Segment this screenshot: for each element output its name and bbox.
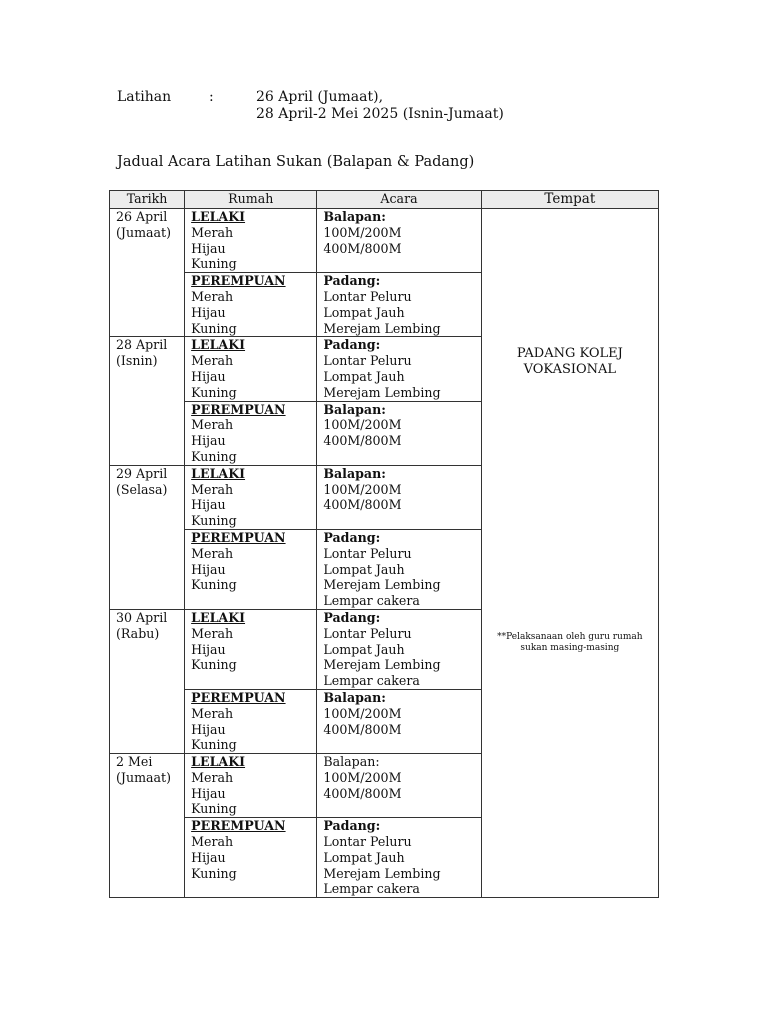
event-type: Balapan:: [323, 465, 386, 481]
event-cell: [317, 273, 481, 337]
house-name: Hijau: [191, 240, 226, 256]
header-rumah: Rumah: [185, 191, 317, 209]
house-name: Hijau: [191, 368, 226, 384]
event-item: Lontar Peluru: [323, 288, 412, 304]
group-name: LELAKI: [191, 337, 246, 353]
house-name: Hijau: [191, 433, 226, 449]
house-name: Kuning: [191, 801, 237, 817]
header-tarikh: Tarikh: [110, 191, 185, 209]
house-name: Hijau: [191, 561, 226, 577]
house-name: Merah: [191, 353, 234, 369]
event-cell: [317, 465, 481, 529]
event-item: 400M/800M: [323, 433, 402, 449]
house-name: Hijau: [191, 304, 226, 320]
event-type: Balapan:: [323, 401, 386, 417]
date-text: 26 April: [116, 209, 168, 224]
event-item: Lempar cakera: [323, 673, 420, 689]
house-name: Merah: [191, 625, 234, 641]
date-cell: [110, 754, 185, 898]
schedule-title: Jadual Acara Latihan Sukan (Balapan & Padang): [117, 154, 475, 170]
house-name: Merah: [191, 481, 234, 497]
day-text: (Jumaat): [116, 224, 172, 240]
house-cell: [185, 754, 317, 818]
house-cell: [185, 529, 317, 609]
house-cell: [185, 689, 317, 753]
house-name: Kuning: [191, 577, 237, 593]
event-item: Lontar Peluru: [323, 545, 412, 561]
date-cell: [110, 337, 185, 465]
event-cell: [317, 818, 481, 898]
house-name: Merah: [191, 705, 234, 721]
date-text: 2 Mei: [116, 754, 153, 770]
event-item: 400M/800M: [323, 721, 402, 737]
event-cell: [317, 529, 481, 609]
day-text: (Jumaat): [116, 769, 172, 785]
group-name: PEREMPUAN: [191, 529, 286, 545]
schedule-body: [110, 209, 659, 898]
event-item: Lompat Jauh: [323, 368, 405, 384]
event-item: Lompat Jauh: [323, 641, 405, 657]
day-text: (Rabu): [116, 625, 160, 641]
date-cell: [110, 209, 185, 337]
house-name: Merah: [191, 834, 234, 850]
date-text: 30 April: [116, 609, 168, 625]
event-type: Padang:: [323, 818, 381, 834]
header-acara: Acara: [317, 191, 481, 209]
note-line1: **Pelaksanaan oleh guru rumah: [497, 632, 643, 642]
date-cell: [110, 609, 185, 753]
house-name: Merah: [191, 417, 234, 433]
event-cell: [317, 689, 481, 753]
house-name: Merah: [191, 224, 234, 240]
venue-cell: [481, 209, 658, 898]
house-cell: [185, 209, 317, 273]
house-name: Hijau: [191, 849, 226, 865]
event-item: Merejam Lembing: [323, 384, 441, 400]
event-item: 100M/200M: [323, 417, 402, 433]
event-item: Lompat Jauh: [323, 561, 405, 577]
event-item: Merejam Lembing: [323, 320, 441, 336]
latihan-dates-line2: 28 April-2 Mei 2025 (Isnin-Jumaat): [256, 106, 504, 122]
event-item: Merejam Lembing: [323, 865, 441, 881]
event-item: Lompat Jauh: [323, 304, 405, 320]
house-cell: [185, 273, 317, 337]
house-name: Kuning: [191, 513, 237, 529]
group-name: PEREMPUAN: [191, 689, 286, 705]
day-text: (Isnin): [116, 353, 158, 369]
event-type: Padang:: [323, 529, 381, 545]
date-text: 29 April: [116, 465, 168, 481]
note-line2: sukan masing-masing: [520, 643, 620, 653]
house-cell: [185, 818, 317, 898]
event-item: 400M/800M: [323, 497, 402, 513]
event-item: 400M/800M: [323, 785, 402, 801]
group-name: LELAKI: [191, 209, 246, 224]
event-item: Lontar Peluru: [323, 625, 412, 641]
house-name: Merah: [191, 288, 234, 304]
event-item: Lempar cakera: [323, 881, 420, 897]
group-name: LELAKI: [191, 609, 246, 625]
event-cell: [317, 209, 481, 273]
venue-line1: PADANG KOLEJ: [516, 346, 623, 361]
venue-note: [482, 632, 658, 654]
house-name: Hijau: [191, 641, 226, 657]
event-type: Padang:: [323, 609, 381, 625]
event-type: Balapan:: [323, 754, 380, 770]
group-name: LELAKI: [191, 465, 246, 481]
event-item: Merejam Lembing: [323, 657, 441, 673]
latihan-colon: :: [209, 89, 214, 105]
house-name: Kuning: [191, 737, 237, 753]
event-cell: [317, 337, 481, 401]
house-name: Merah: [191, 545, 234, 561]
event-item: 100M/200M: [323, 481, 402, 497]
group-name: LELAKI: [191, 754, 246, 770]
event-item: Lompat Jauh: [323, 849, 405, 865]
house-name: Kuning: [191, 657, 237, 673]
schedule-table: [109, 190, 659, 898]
day-text: (Selasa): [116, 481, 168, 497]
latihan-label: Latihan: [117, 89, 172, 105]
event-type: Padang:: [323, 337, 381, 353]
event-item: 100M/200M: [323, 224, 402, 240]
house-name: Kuning: [191, 865, 237, 881]
house-name: Kuning: [191, 320, 237, 336]
house-name: Kuning: [191, 448, 237, 464]
table-row: [110, 209, 659, 273]
venue-line2: VOKASIONAL: [523, 362, 617, 377]
group-name: PEREMPUAN: [191, 273, 286, 289]
group-name: PEREMPUAN: [191, 401, 286, 417]
event-item: 400M/800M: [323, 240, 402, 256]
house-name: Hijau: [191, 721, 226, 737]
event-item: Lontar Peluru: [323, 834, 412, 850]
venue-name: [482, 346, 658, 378]
event-item: Merejam Lembing: [323, 577, 441, 593]
house-cell: [185, 465, 317, 529]
date-text: 28 April: [116, 337, 168, 353]
table-header-row: [110, 191, 659, 209]
house-cell: [185, 337, 317, 401]
event-cell: [317, 754, 481, 818]
event-item: 100M/200M: [323, 705, 402, 721]
event-item: 100M/200M: [323, 769, 402, 785]
event-item: Lontar Peluru: [323, 353, 412, 369]
house-name: Merah: [191, 769, 234, 785]
house-cell: [185, 401, 317, 465]
latihan-dates-line1: 26 April (Jumaat),: [256, 89, 384, 105]
house-name: Hijau: [191, 497, 226, 513]
group-name: PEREMPUAN: [191, 818, 286, 834]
event-type: Balapan:: [323, 689, 386, 705]
event-type: Padang:: [323, 273, 381, 289]
event-cell: [317, 401, 481, 465]
house-name: Hijau: [191, 785, 226, 801]
event-cell: [317, 609, 481, 689]
header-tempat: Tempat: [481, 191, 658, 209]
date-cell: [110, 465, 185, 609]
event-type: Balapan:: [323, 209, 386, 224]
house-cell: [185, 609, 317, 689]
house-name: Kuning: [191, 256, 237, 272]
event-item: Lempar cakera: [323, 593, 420, 609]
house-name: Kuning: [191, 384, 237, 400]
